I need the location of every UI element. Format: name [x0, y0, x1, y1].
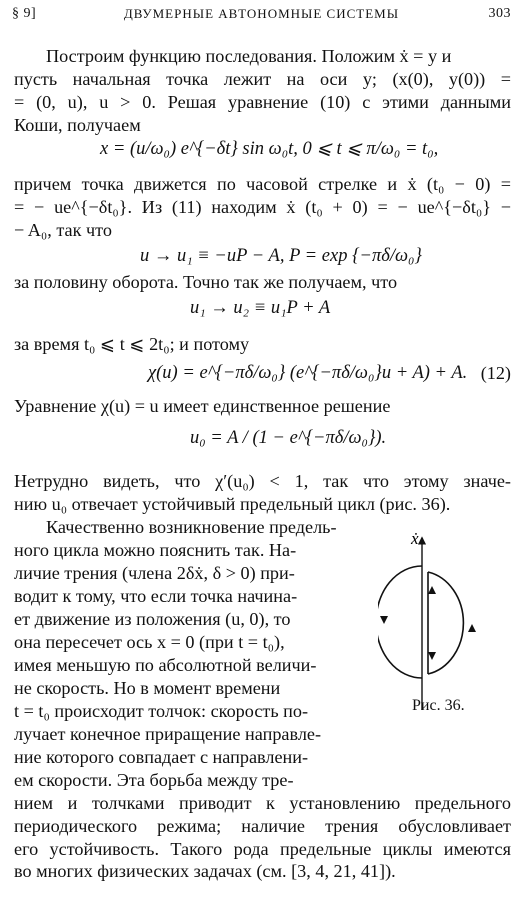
equation-solution: x = (u/ω₀) e^{−δt} sin ω₀t, 0 ⩽ t ⩽ π/ω₀ = t₀, — [100, 139, 439, 159]
text-line: нию u₀ отвечает устойчивый предельный цикл (рис. 36). — [14, 494, 451, 514]
text-line: = (0, u), u > 0. Решая уравнение (10) с этими данными — [14, 92, 511, 112]
axis-label: ẋ — [411, 529, 419, 548]
text-line: за время t₀ ⩽ t ⩽ 2t₀; и потому — [14, 334, 250, 354]
figure-limit-cycle — [378, 528, 518, 718]
arrow-down-icon — [428, 652, 436, 660]
figure-caption: Рис. 36. — [412, 697, 465, 714]
text-line: она пересечет ось x = 0 (при t = t₀), — [14, 632, 285, 652]
text-line: имея меньшую по абсолютной величи- — [14, 655, 317, 675]
equation-u0: u₀ = A / (1 − e^{−πδ/ω₀}). — [190, 428, 387, 448]
section-number: § 9] — [12, 6, 37, 21]
right-arc — [428, 572, 463, 674]
text-line: t = t₀ происходит толчок: скорость по- — [14, 701, 309, 721]
text-line: его устойчивость. Такого рода предельные циклы имеются — [14, 839, 511, 859]
text-line: Коши, получаем — [14, 115, 141, 135]
text-line: личие трения (члена 2δẋ, δ > 0) при- — [14, 563, 295, 583]
arrow-down-icon — [380, 616, 388, 624]
text-line: пусть начальная точка лежит на оси y; (x(0), y(0)) = — [14, 69, 511, 89]
equation-map-u1: u → u₁ ≡ −uP − A, P = exp {−πδ/ω₀} — [140, 246, 422, 266]
text-line: во многих физических задачах (см. [3, 4, 21, 41]). — [14, 861, 396, 881]
running-header — [12, 6, 511, 30]
text-line: Качественно возникновение предель- — [46, 517, 337, 537]
text-line: ем скорости. Эта борьба между тре- — [14, 770, 294, 790]
equation-chi: χ(u) = e^{−πδ/ω₀} (e^{−πδ/ω₀}u + A) + A. — [148, 363, 468, 383]
text-line: Уравнение χ(u) = u имеет единственное решение — [14, 396, 391, 416]
text-line: причем точка движется по часовой стрелке и ẋ (t₀ − 0) = — [14, 174, 511, 194]
text-line: = − ue^{−δt₀}. Из (11) находим ẋ (t₀ + 0) = − ue^{−δt₀} − — [14, 197, 511, 217]
text-line: − A₀, так что — [14, 220, 112, 240]
equation-map-u2: u₁ → u₂ ≡ u₁P + A — [190, 298, 331, 318]
equation-number: (12) — [480, 363, 511, 383]
text-line: Нетрудно видеть, что χ′(u₀) < 1, так что этому значе- — [14, 471, 511, 491]
running-title: ДВУМЕРНЫЕ АВТОНОМНЫЕ СИСТЕМЫ — [123, 6, 400, 21]
arrow-up-icon — [468, 624, 476, 632]
arrow-up-icon — [428, 586, 436, 594]
text-line: не скорость. Но в момент времени — [14, 678, 281, 698]
text-line: нием и толчками приводит к установлению предельного — [14, 793, 511, 813]
text-line: периодического режима; наличие трения обусловливает — [14, 816, 511, 836]
text-line: лучает конечное приращение направле- — [14, 724, 322, 744]
text-line: ного цикла можно пояснить так. На- — [14, 540, 297, 560]
text-line: ние которого совпадает с направлени- — [14, 747, 309, 767]
text-line: водит к тому, что если точка начина- — [14, 586, 298, 606]
text-line: Построим функцию последования. Положим ẋ = y и — [46, 46, 452, 66]
text-line: ет движение из положения (u, 0), то — [14, 609, 291, 629]
page-number: 303 — [488, 6, 511, 21]
text-line: за половину оборота. Точно так же получаем, что — [14, 272, 398, 292]
